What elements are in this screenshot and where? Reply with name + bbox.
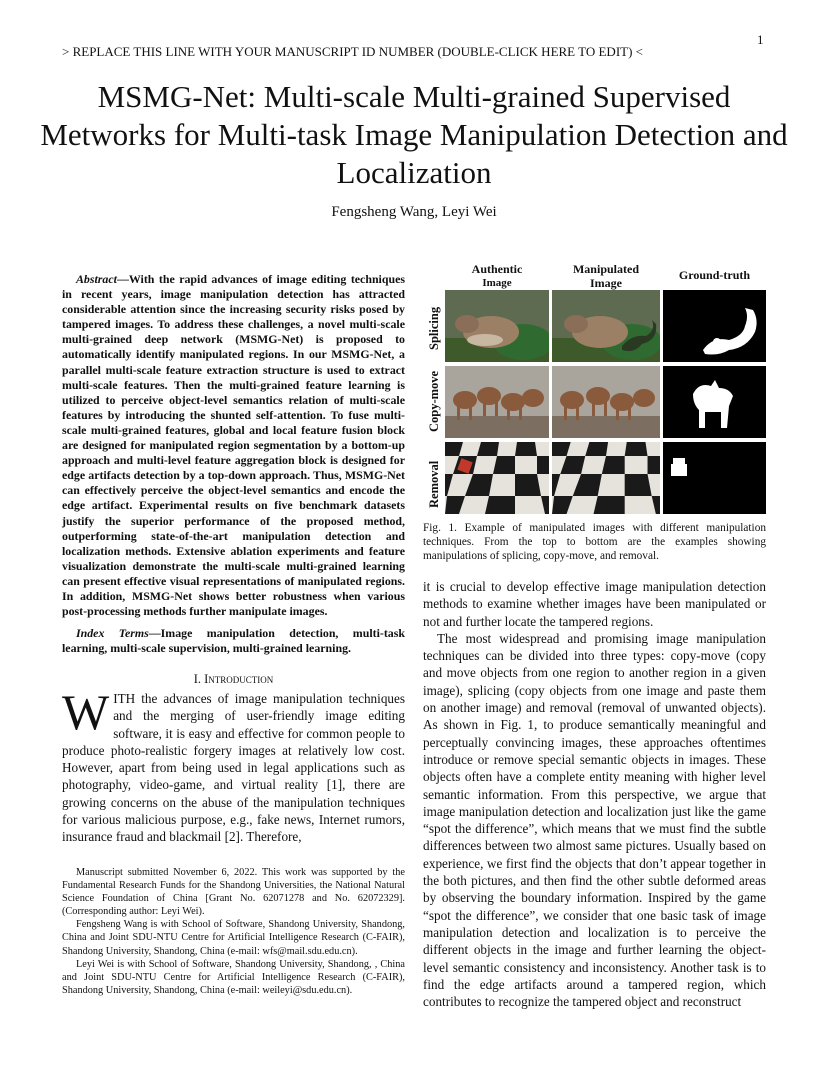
- row-label-splicing: Splicing: [427, 306, 441, 350]
- page-number: 1: [757, 32, 764, 47]
- introduction-paragraph: [62, 684, 405, 846]
- authentic-label: Authentic: [471, 262, 523, 276]
- paragraph-continuation: it is crucial to develop effective image manipulation detection methods to examine whether images have been manipulated or not and further locate the tampered regions.: [423, 579, 766, 629]
- column-header-authentic: [445, 262, 549, 290]
- removal-ground-truth-mask: [663, 442, 766, 514]
- column-header-ground-truth: [663, 268, 766, 282]
- footnote-author-2: Leyi Wei is with School of Software, Shandong University, Shandong, , China and Joint SDU-NTU Centre for Artificial Intelligence Research (C-FAIR), Shandong University, Shandong, China (e-mail: weileyi@sdu.edu.cn).: [62, 958, 405, 996]
- copy-move-authentic-image: [445, 366, 549, 438]
- copy-move-ground-truth-mask: [663, 366, 766, 438]
- abstract-text: —With the rapid advances of image editing techniques in recent years, image manipulation detection has attracted considerable attention since the increasing security risks posed by tampered images. To address these challenges, a novel multi-scale multi-grained deep network (MSMG-Net) is proposed to automatically identify manipulated regions. In our MSMG-Net, a parallel multi-scale feature extraction structure is used to extract multi-scale features. Then the multi-grained feature learning is utilized to perceive object-level semantics relation of multi-scale features by introducing the shunted self-attention. To fuse multi-scale multi-grained features, global and local feature fusion block are designed for manipulated region segmentation by a bottom-up approach and multi-level feature aggregation block is designed for edge artifacts detection by a top-down approach. Thus, MSMG-Net can effectively perceive the object-level semantics and encode the edge artifact. Experimental results on five benchmark datasets justify the superior performance of the proposed method, outperforming state-of-the-art manipulation detection and localization methods. Extensive ablation experiments and feature visualization demonstrate the multi-scale multi-grained learning can present effective visual representations of manipulated regions. In addition, MSMG-Net shows better robustness when various post-processing methods further manipulate images.: [62, 272, 405, 619]
- abstract: [62, 272, 405, 619]
- paper-title: MSMG-Net: Multi-scale Multi-grained Supervised Metworks for Multi-task Image Manipulation Detection and Localization: [40, 79, 788, 190]
- index-terms-label: Index Terms: [76, 626, 149, 640]
- ground-truth-label: Ground-truth: [678, 268, 751, 282]
- column-header-manipulated: [552, 262, 660, 290]
- removal-manipulated-image: [552, 442, 660, 514]
- manuscript-id-line: > REPLACE THIS LINE WITH YOUR MANUSCRIPT ID NUMBER (DOUBLE-CLICK HERE TO EDIT) <: [62, 44, 643, 59]
- splicing-manipulated-image: [552, 290, 660, 362]
- copy-move-manipulated-image: [552, 366, 660, 438]
- footnote-author-1: Fengsheng Wang is with School of Software, Shandong University, Shandong, China and Joint SDU-NTU Centre for Artificial Intelligence Research (C-FAIR), Shandong University, Shandong, China (e-mail: wfs@mail.sdu.edu.cn).: [62, 919, 405, 957]
- paper-authors: Fengsheng Wang, Leyi Wei: [331, 204, 497, 220]
- row-label-copy-move: Copy-move: [427, 370, 441, 432]
- paragraph-manipulation-types: The most widespread and promising image manipulation techniques can be divided into three types: copy-move (copy and move objects from one region to another region in a given image), splicing (copy objects from one image and paste them on another image) and removal (removal of unwanted objects). As shown in Fig. 1, to produce semantically meaningful and perceptually convincing images, these approaches oftentimes introduce or remove special semantic objects in images. These objects often have a complete entity meaning with higher level semantic information. From this perspective, we argue that image manipulation detection and localization just like the game “spot the difference”, which means that we must find the subtle differences between two almost same pictures. Usually based on experience, we first find the objects that don’t appear together in the both pictures, and then find the other subtle deformed areas by observing the boundary information. Inspired by the game “spot the difference”, we consider that one basic task of image manipulation detection and localization is to perceive the different objects in the image and further learning the object-level semantic consistency and inconsistency. Another task is to find the edge artifacts around a tampered region, which contributes to recognize the tampered object and reconstruct: [423, 630, 766, 1010]
- authentic-sublabel: Image: [482, 277, 512, 289]
- index-terms: [62, 626, 405, 656]
- index-terms-text: —Image manipulation detection, multi-task learning, multi-scale supervision, multi-grained learning.: [62, 626, 405, 656]
- row-label-removal: Removal: [427, 460, 441, 508]
- figure-1: [423, 258, 766, 518]
- footnotes: [62, 866, 405, 997]
- introduction-text: ITH the advances of image manipulation techniques and the merging of user-friendly image editing software, it is easy and effective for common people to produce photo-realistic forgery images at relatively low cost. However, apart from being used in legal applications such as photography, video-game, and virtual reality [1], there are growing concerns on the abuse of the manipulation techniques for various malicious purpose, e.g., fake news, Internet rumors, insurance fraud and blackmail [2]. Therefore,: [62, 691, 405, 845]
- abstract-label: Abstract: [76, 272, 117, 286]
- manipulated-label: Manipulated: [572, 262, 639, 276]
- footnote-funding: Manuscript submitted November 6, 2022. This work was supported by the Fundamental Research Funds for the Shandong Universities, the National Natural Science Foundation of China [Grant No. 62071278 and No. 62072329]. (Corresponding author: Leyi Wei).: [62, 867, 405, 918]
- splicing-ground-truth-mask: [663, 290, 766, 362]
- splicing-authentic-image: [445, 290, 549, 362]
- drop-cap: W: [62, 684, 110, 740]
- section-heading-introduction: I. Introduction: [193, 672, 274, 686]
- figure-caption: Fig. 1. Example of manipulated images with different manipulation techniques. From the top to bottom are the examples showing manipulations of splicing, copy-move, and removal.: [423, 522, 766, 562]
- manipulated-sublabel: Image: [590, 276, 622, 290]
- right-column-text: [423, 578, 766, 1010]
- removal-authentic-image: [445, 442, 549, 514]
